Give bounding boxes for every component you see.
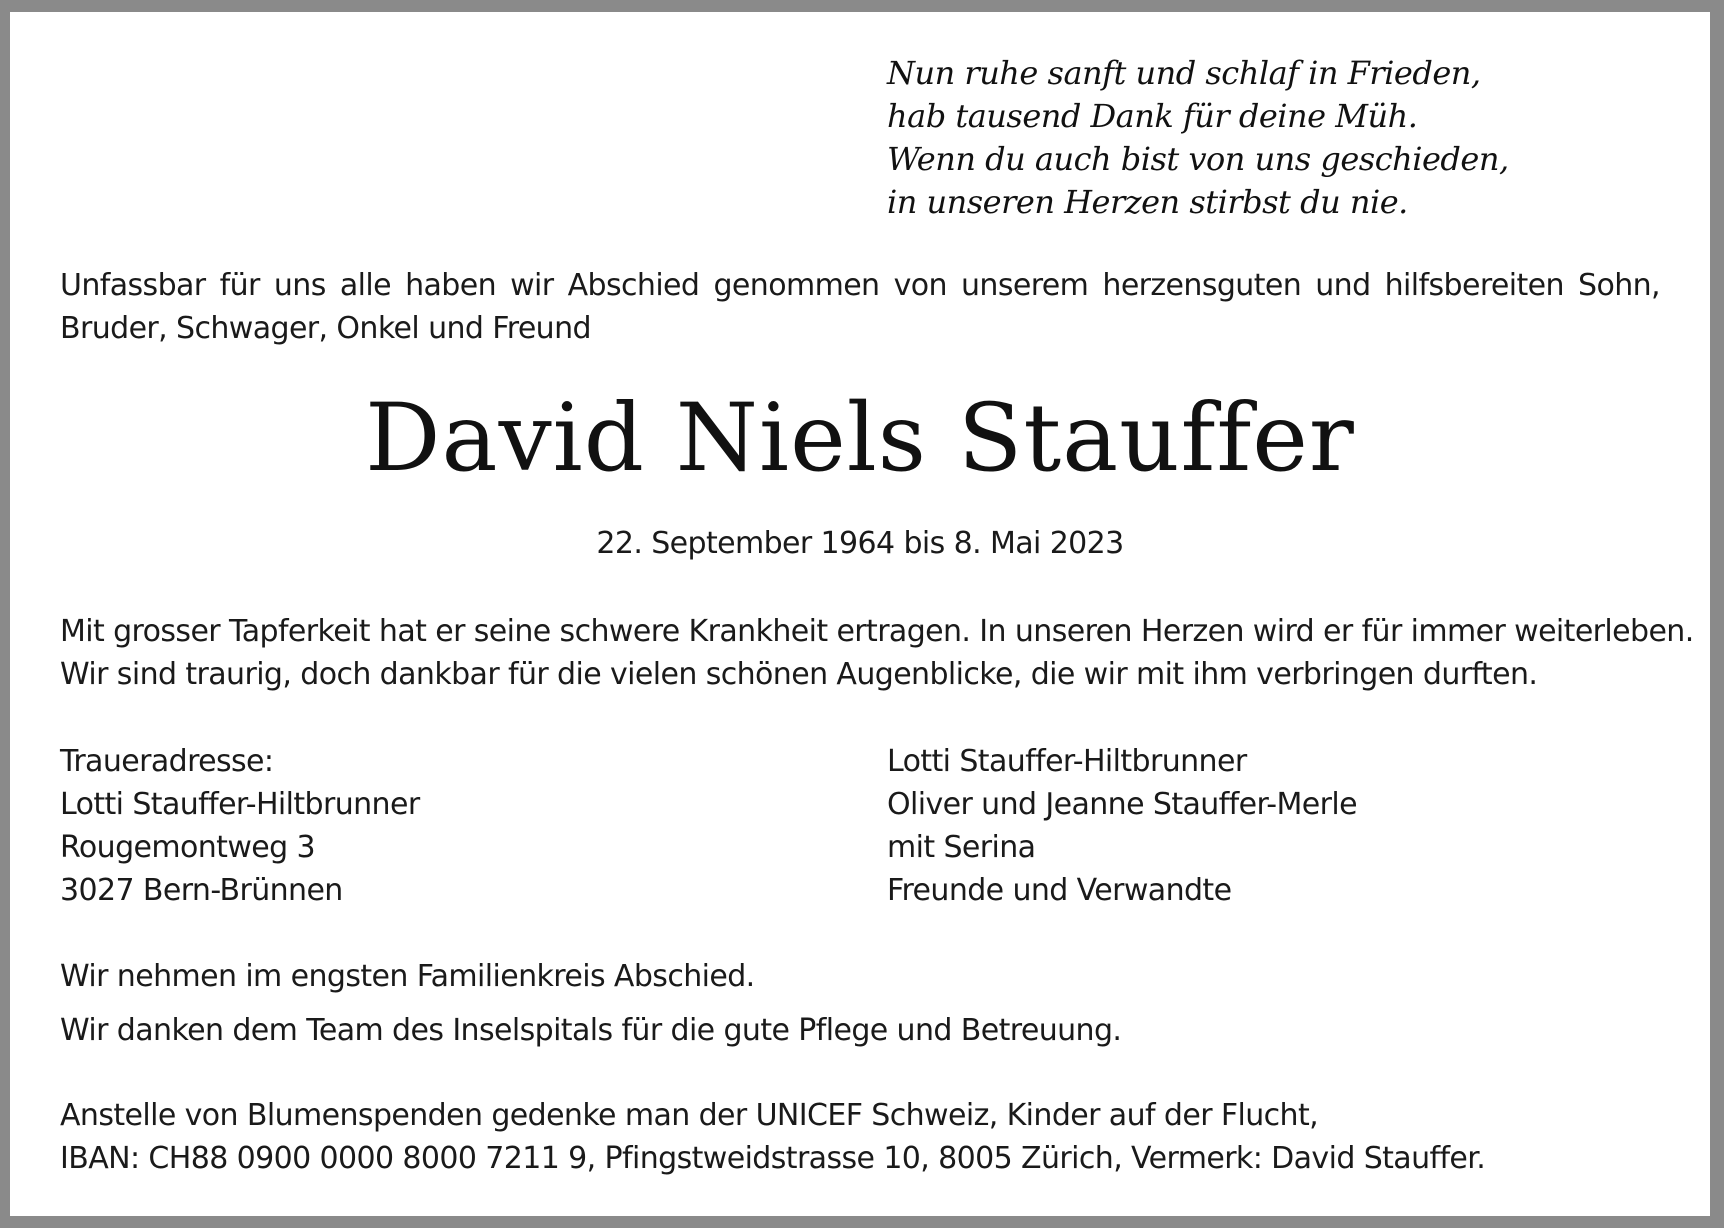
address-line: Lotti Stauffer-Hiltbrunner [60, 787, 420, 822]
tribute-line: Wir sind traurig, doch dankbar für die vielen schönen Augenblicke, die wir mit ihm verbringen durften. [60, 657, 1538, 692]
intro-line: Unfassbar für uns alle haben wir Abschied genommen von unserem herzensguten und hilfsbereiten Sohn, [60, 268, 1660, 303]
donation-note [60, 1094, 1660, 1180]
farewell-note [60, 955, 1660, 998]
intro-line: Bruder, Schwager, Onkel und Freund [60, 311, 591, 346]
poem-line: hab tausend Dank für deine Müh. [887, 97, 1418, 135]
address-line: Traueradresse: [60, 744, 274, 779]
obituary-card [10, 12, 1710, 1216]
address-line: Rougemontweg 3 [60, 830, 315, 865]
donation-line: IBAN: CH88 0900 0000 8000 7211 9, Pfingstweidstrasse 10, 8005 Zürich, Vermerk: David Stauffer. [60, 1141, 1486, 1176]
tribute-paragraph [60, 610, 1694, 696]
mourner-line: Freunde und Verwandte [887, 873, 1232, 908]
poem-line: Nun ruhe sanft und schlaf in Frieden, [887, 54, 1481, 92]
poem-line: in unseren Herzen stirbst du nie. [887, 183, 1408, 221]
life-dates: 22. September 1964 bis 8. Mai 2023 [596, 526, 1124, 561]
mourner-line: mit Serina [887, 830, 1036, 865]
tribute-line: Mit grosser Tapferkeit hat er seine schwere Krankheit ertragen. In unseren Herzen wird er für immer weiterleben. [60, 614, 1694, 649]
farewell-line: Wir nehmen im engsten Familienkreis Abschied. [60, 959, 755, 994]
intro-paragraph [60, 264, 1660, 350]
mourner-line: Oliver und Jeanne Stauffer-Merle [887, 787, 1357, 822]
thanks-note [60, 1009, 1660, 1052]
thanks-line: Wir danken dem Team des Inselspitals für die gute Pflege und Betreuung. [60, 1013, 1122, 1048]
memorial-poem [887, 52, 1509, 224]
mourners-list [887, 740, 1357, 912]
donation-line: Anstelle von Blumenspenden gedenke man der UNICEF Schweiz, Kinder auf der Flucht, [60, 1098, 1319, 1133]
mourner-line: Lotti Stauffer-Hiltbrunner [887, 744, 1247, 779]
address-line: 3027 Bern-Brünnen [60, 873, 343, 908]
deceased-name: David Niels Stauffer [365, 384, 1355, 493]
mourning-address [60, 740, 420, 912]
poem-line: Wenn du auch bist von uns geschieden, [887, 140, 1509, 178]
